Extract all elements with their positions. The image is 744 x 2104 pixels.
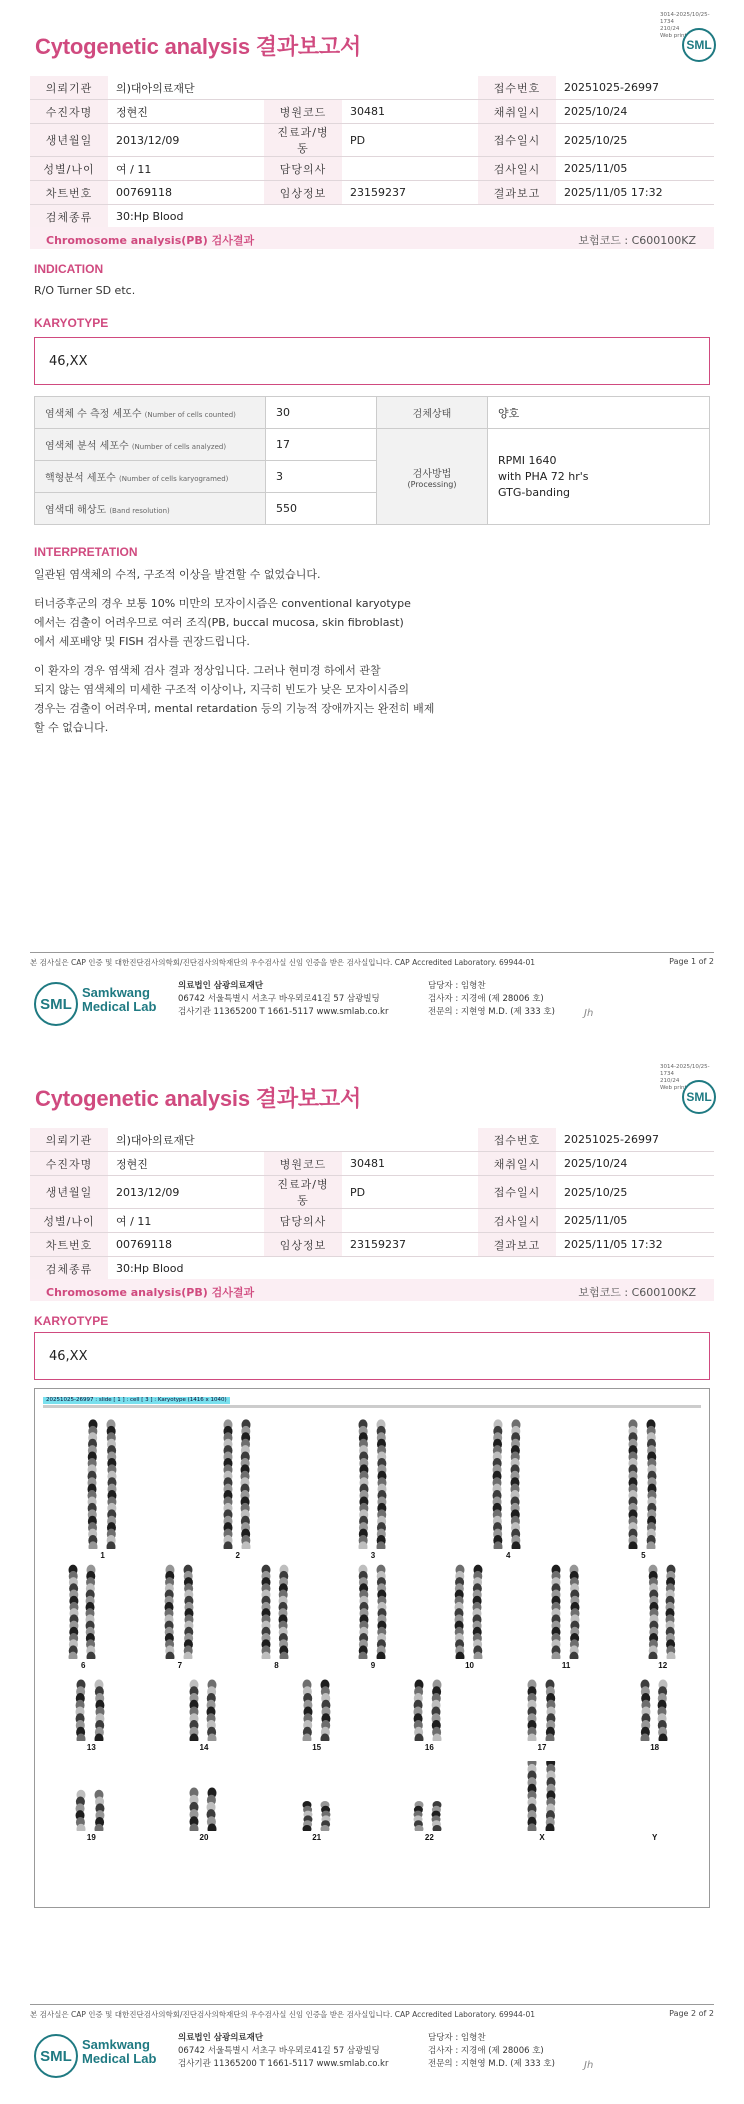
collect-date-value: 2025/10/24 bbox=[556, 100, 714, 124]
band-resolution-value: 550 bbox=[266, 493, 377, 525]
name-label: 수진자명 bbox=[30, 100, 108, 124]
chromosome-label: 14 bbox=[199, 1743, 209, 1752]
insurance-code: 보험코드 : C600100KZ bbox=[578, 234, 696, 247]
clinical-info-value: 23159237 bbox=[342, 1233, 478, 1257]
chromosome-label: 20 bbox=[199, 1833, 209, 1842]
institution-label: 의뢰기관 bbox=[30, 76, 108, 100]
doctor-value bbox=[342, 1209, 478, 1233]
karyotype-heading: KARYOTYPE bbox=[34, 1314, 109, 1328]
chromosome-image bbox=[73, 1419, 133, 1549]
footer-accreditation: 본 검사실은 CAP 인증 및 대한진단검사의학회/진단검사의학재단의 우수검사실 신임 인증을 받은 검사실입니다. CAP Accredited Laboratory. 69944-01 bbox=[30, 2010, 536, 2019]
receipt-date-label: 접수일시 bbox=[478, 124, 556, 157]
karyogram-image bbox=[34, 1388, 710, 1908]
clinical-info-label: 임상정보 bbox=[264, 181, 342, 205]
chromosome-image bbox=[287, 1679, 347, 1741]
chromosome-image bbox=[633, 1564, 693, 1659]
karyogram-rule bbox=[43, 1405, 701, 1408]
chromosome-image bbox=[343, 1564, 403, 1659]
footer-accreditation: 본 검사실은 CAP 인증 및 대한진단검사의학회/진단검사의학재단의 우수검사실 신임 인증을 받은 검사실입니다. CAP Accredited Laboratory. 69944-01 bbox=[30, 958, 536, 967]
interpretation-paragraph: 터너증후군의 경우 보통 10% 미만의 모자이시즘은 conventional karyotype 에서는 검출이 어려우므로 여러 조직(PB, buccal mucosa, skin fibroblast) 에서 세포배양 및 FISH 검사를 권장드립니다. bbox=[34, 597, 411, 648]
section-title: Chromosome analysis(PB) 검사결과 bbox=[46, 234, 255, 247]
chromosome-label: 21 bbox=[312, 1833, 322, 1842]
receipt-no-value: 20251025-26997 bbox=[556, 1128, 714, 1152]
chromosome-pair bbox=[260, 1761, 373, 1842]
chromosome-label: 18 bbox=[650, 1743, 660, 1752]
chromosome-image bbox=[440, 1564, 500, 1659]
report-title: Cytogenetic analysis 결과보고서 bbox=[35, 1086, 362, 1111]
institution-label: 의뢰기관 bbox=[30, 1128, 108, 1152]
chromosome-image bbox=[61, 1761, 121, 1831]
footer-divider bbox=[30, 2004, 714, 2005]
indication-text: R/O Turner SD etc. bbox=[34, 284, 136, 297]
chromosome-pair bbox=[260, 1679, 373, 1752]
chromosome-image bbox=[536, 1564, 596, 1659]
chromosome-pair bbox=[148, 1761, 261, 1842]
chromosome-image bbox=[246, 1564, 306, 1659]
specimen-value: 30:Hp Blood bbox=[108, 1257, 714, 1281]
chromosome-pair bbox=[148, 1679, 261, 1752]
test-date-label: 검사일시 bbox=[478, 1209, 556, 1233]
name-value: 정현진 bbox=[108, 100, 264, 124]
dept-label: 진료과/병동 bbox=[264, 1176, 342, 1209]
chromosome-image bbox=[399, 1761, 459, 1831]
chromosome-label: 3 bbox=[370, 1551, 376, 1560]
cells-analyzed-label: 염색체 분석 세포수 (Number of cells analyzed) bbox=[35, 429, 266, 461]
receipt-date-label: 접수일시 bbox=[478, 1176, 556, 1209]
sml-logo: SML bbox=[682, 28, 716, 62]
patient-info-table bbox=[30, 76, 714, 229]
chromosome-pair bbox=[441, 1419, 576, 1560]
karyogram-header: 20251025-26997 : slide [ 1 ] : cell [ 3 ] : Karyotype (1416 x 1040) bbox=[43, 1397, 230, 1404]
sex-age-value: 여 / 11 bbox=[108, 157, 264, 181]
name-value: 정현진 bbox=[108, 1152, 264, 1176]
chromosome-label: 22 bbox=[424, 1833, 434, 1842]
samkwang-logo-text: Samkwang Medical Lab bbox=[82, 985, 157, 1014]
chart-label: 차트번호 bbox=[30, 181, 108, 205]
chromosome-label: 16 bbox=[424, 1743, 434, 1752]
chromosome-pair bbox=[228, 1564, 325, 1670]
indication-heading: INDICATION bbox=[34, 262, 104, 276]
method-label: 검사방법 (Processing) bbox=[377, 429, 488, 525]
chromosome-pair bbox=[373, 1761, 486, 1842]
page-number: Page 2 of 2 bbox=[669, 2009, 714, 2018]
cells-analyzed-value: 17 bbox=[266, 429, 377, 461]
chromosome-image bbox=[208, 1419, 268, 1549]
chromosome-pair bbox=[614, 1564, 711, 1670]
samkwang-logo: SML bbox=[34, 982, 78, 1026]
hospital-code-label: 병원코드 bbox=[264, 100, 342, 124]
interpretation-paragraph: 일관된 염색체의 수적, 구조적 이상을 발견할 수 없었습니다. bbox=[34, 568, 321, 581]
receipt-date-value: 2025/10/25 bbox=[556, 1176, 714, 1209]
report-title: Cytogenetic analysis 결과보고서 bbox=[35, 34, 362, 59]
institution-value: 의)대아의료재단 bbox=[108, 76, 478, 100]
sex-age-label: 성별/나이 bbox=[30, 157, 108, 181]
report-date-label: 결과보고 bbox=[478, 181, 556, 205]
chromosome-image bbox=[512, 1761, 572, 1831]
clinical-info-value: 23159237 bbox=[342, 181, 478, 205]
chromosome-image bbox=[625, 1679, 685, 1741]
doctor-label: 담당의사 bbox=[264, 157, 342, 181]
method-value: RPMI 1640 with PHA 72 hr's GTG-banding bbox=[488, 429, 710, 525]
dept-value: PD bbox=[342, 1176, 478, 1209]
receipt-no-label: 접수번호 bbox=[478, 1128, 556, 1152]
chromosome-label: 15 bbox=[312, 1743, 322, 1752]
chromosome-pair bbox=[373, 1679, 486, 1752]
test-date-value: 2025/11/05 bbox=[556, 157, 714, 181]
band-resolution-label: 염색대 해상도 (Band resolution) bbox=[35, 493, 266, 525]
chromosome-image bbox=[399, 1679, 459, 1741]
lab-address: 의료법인 삼광의료재단 06742 서울특별시 서초구 바우뫼로41길 57 삼광빌딩 검사기관 11365200 T 1661-5117 www.smlab.co.kr bbox=[178, 981, 389, 1017]
chromosome-image bbox=[61, 1679, 121, 1741]
cells-counted-value: 30 bbox=[266, 397, 377, 429]
specimen-label: 검체종류 bbox=[30, 1257, 108, 1281]
interpretation-heading: INTERPRETATION bbox=[34, 545, 138, 559]
chromosome-pair bbox=[35, 1679, 148, 1752]
specimen-state-label: 검체상태 bbox=[377, 397, 488, 429]
lab-staff: 담당자 : 임형찬 검사자 : 지경애 (제 28006 호) 전문의 : 지현영 M.D. (제 333 호) bbox=[428, 981, 555, 1017]
report-date-label: 결과보고 bbox=[478, 1233, 556, 1257]
doctor-value bbox=[342, 157, 478, 181]
hospital-code-label: 병원코드 bbox=[264, 1152, 342, 1176]
chromosome-label: 2 bbox=[235, 1551, 240, 1560]
chromosome-label: 1 bbox=[100, 1551, 105, 1560]
chromosome-image bbox=[174, 1761, 234, 1831]
institution-value: 의)대아의료재단 bbox=[108, 1128, 478, 1152]
test-date-label: 검사일시 bbox=[478, 157, 556, 181]
cell-count-table bbox=[34, 396, 710, 525]
specimen-value: 30:Hp Blood bbox=[108, 205, 714, 229]
page-number: Page 1 of 2 bbox=[669, 957, 714, 966]
chromosome-pair bbox=[305, 1419, 440, 1560]
chromosome-pair bbox=[132, 1564, 229, 1670]
dob-value: 2013/12/09 bbox=[108, 1176, 264, 1209]
karyotype-box bbox=[34, 1332, 710, 1380]
cells-karyogramed-value: 3 bbox=[266, 461, 377, 493]
chromosome-label: 10 bbox=[465, 1661, 475, 1670]
karyotype-heading: KARYOTYPE bbox=[34, 316, 109, 330]
footer-divider bbox=[30, 952, 714, 953]
chromosome-pair bbox=[35, 1761, 148, 1842]
chart-value: 00769118 bbox=[108, 181, 264, 205]
chromosome-image bbox=[512, 1679, 572, 1741]
interpretation-paragraph: 이 환자의 경우 염색체 검사 결과 정상입니다. 그러나 현미경 하에서 관찰 되지 않는 염색체의 미세한 구조적 이상이나, 지극히 빈도가 낮은 모자이시즘의 경우는 검출이 어려우며, mental retardation 등의 기능적 장애까지는 완전히 배제 할 수 없습니다. bbox=[34, 664, 435, 734]
chromosome-pair bbox=[170, 1419, 305, 1560]
samkwang-logo-text: Samkwang Medical Lab bbox=[82, 2037, 157, 2066]
chromosome-pair bbox=[486, 1761, 599, 1842]
specimen-label: 검체종류 bbox=[30, 205, 108, 229]
karyotype-result: 46,XX bbox=[49, 354, 88, 369]
chromosome-label: 8 bbox=[274, 1661, 279, 1670]
samkwang-logo: SML bbox=[34, 2034, 78, 2078]
chromosome-label: 6 bbox=[81, 1661, 86, 1670]
chromosome-pair bbox=[421, 1564, 518, 1670]
print-meta: 3014-2025/10/25-1734 210/24 Web print bbox=[660, 12, 710, 39]
collect-date-label: 채취일시 bbox=[478, 1152, 556, 1176]
receipt-no-label: 접수번호 bbox=[478, 76, 556, 100]
chromosome-label: 9 bbox=[370, 1661, 376, 1670]
section-title: Chromosome analysis(PB) 검사결과 bbox=[46, 1286, 255, 1299]
chromosome-image bbox=[625, 1761, 685, 1831]
chromosome-label: 13 bbox=[86, 1743, 96, 1752]
hospital-code-value: 30481 bbox=[342, 100, 478, 124]
clinical-info-label: 임상정보 bbox=[264, 1233, 342, 1257]
dob-label: 생년월일 bbox=[30, 124, 108, 157]
insurance-code: 보험코드 : C600100KZ bbox=[578, 1286, 696, 1299]
chromosome-label: 17 bbox=[537, 1743, 547, 1752]
chromosome-label: 11 bbox=[561, 1661, 571, 1670]
dob-label: 생년월일 bbox=[30, 1176, 108, 1209]
cells-counted-label: 염색체 수 측정 세포수 (Number of cells counted) bbox=[35, 397, 266, 429]
chromosome-image bbox=[150, 1564, 210, 1659]
chromosome-pair bbox=[518, 1564, 615, 1670]
interpretation-text bbox=[34, 565, 494, 747]
collect-date-label: 채취일시 bbox=[478, 100, 556, 124]
chart-value: 00769118 bbox=[108, 1233, 264, 1257]
dob-value: 2013/12/09 bbox=[108, 124, 264, 157]
patient-info-table bbox=[30, 1128, 714, 1281]
chromosome-image bbox=[343, 1419, 403, 1549]
chromosome-image bbox=[478, 1419, 538, 1549]
name-label: 수진자명 bbox=[30, 1152, 108, 1176]
chromosome-label: 7 bbox=[177, 1661, 183, 1670]
report-date-value: 2025/11/05 17:32 bbox=[556, 181, 714, 205]
chromosome-pair bbox=[576, 1419, 711, 1560]
sex-age-label: 성별/나이 bbox=[30, 1209, 108, 1233]
chromosome-image bbox=[53, 1564, 113, 1659]
chromosome-label: 5 bbox=[641, 1551, 646, 1560]
sml-logo: SML bbox=[682, 1080, 716, 1114]
report-page-2 bbox=[0, 1052, 744, 2104]
chromosome-pair bbox=[325, 1564, 422, 1670]
chromosome-label: X bbox=[539, 1833, 545, 1842]
chromosome-label: 19 bbox=[86, 1833, 96, 1842]
hospital-code-value: 30481 bbox=[342, 1152, 478, 1176]
doctor-signature: Jh bbox=[584, 1008, 594, 1019]
chromosome-label: Y bbox=[651, 1833, 658, 1842]
receipt-no-value: 20251025-26997 bbox=[556, 76, 714, 100]
chromosome-pair bbox=[598, 1761, 711, 1842]
lab-address: 의료법인 삼광의료재단 06742 서울특별시 서초구 바우뫼로41길 57 삼광빌딩 검사기관 11365200 T 1661-5117 www.smlab.co.kr bbox=[178, 2033, 389, 2069]
chromosome-image bbox=[174, 1679, 234, 1741]
chromosome-image bbox=[287, 1761, 347, 1831]
chromosome-pair bbox=[35, 1419, 170, 1560]
result-section-bar bbox=[30, 1279, 714, 1301]
chromosome-pair bbox=[35, 1564, 132, 1670]
collect-date-value: 2025/10/24 bbox=[556, 1152, 714, 1176]
chromosome-pair bbox=[486, 1679, 599, 1752]
dept-label: 진료과/병동 bbox=[264, 124, 342, 157]
cells-karyogramed-label: 핵형분석 세포수 (Number of cells karyogramed) bbox=[35, 461, 266, 493]
karyotype-result: 46,XX bbox=[49, 1349, 88, 1364]
receipt-date-value: 2025/10/25 bbox=[556, 124, 714, 157]
chromosome-image bbox=[613, 1419, 673, 1549]
result-section-bar bbox=[30, 227, 714, 249]
chromosome-pair bbox=[598, 1679, 711, 1752]
dept-value: PD bbox=[342, 124, 478, 157]
report-date-value: 2025/11/05 17:32 bbox=[556, 1233, 714, 1257]
chart-label: 차트번호 bbox=[30, 1233, 108, 1257]
specimen-state-value: 양호 bbox=[488, 397, 710, 429]
karyotype-box bbox=[34, 337, 710, 385]
chromosome-label: 4 bbox=[505, 1551, 511, 1560]
doctor-label: 담당의사 bbox=[264, 1209, 342, 1233]
print-meta: 3014-2025/10/25-1734 210/24 Web print bbox=[660, 1064, 710, 1091]
chromosome-label: 12 bbox=[658, 1661, 668, 1670]
sex-age-value: 여 / 11 bbox=[108, 1209, 264, 1233]
doctor-signature: Jh bbox=[584, 2060, 594, 2071]
test-date-value: 2025/11/05 bbox=[556, 1209, 714, 1233]
lab-staff: 담당자 : 임형찬 검사자 : 지경애 (제 28006 호) 전문의 : 지현영 M.D. (제 333 호) bbox=[428, 2033, 555, 2069]
